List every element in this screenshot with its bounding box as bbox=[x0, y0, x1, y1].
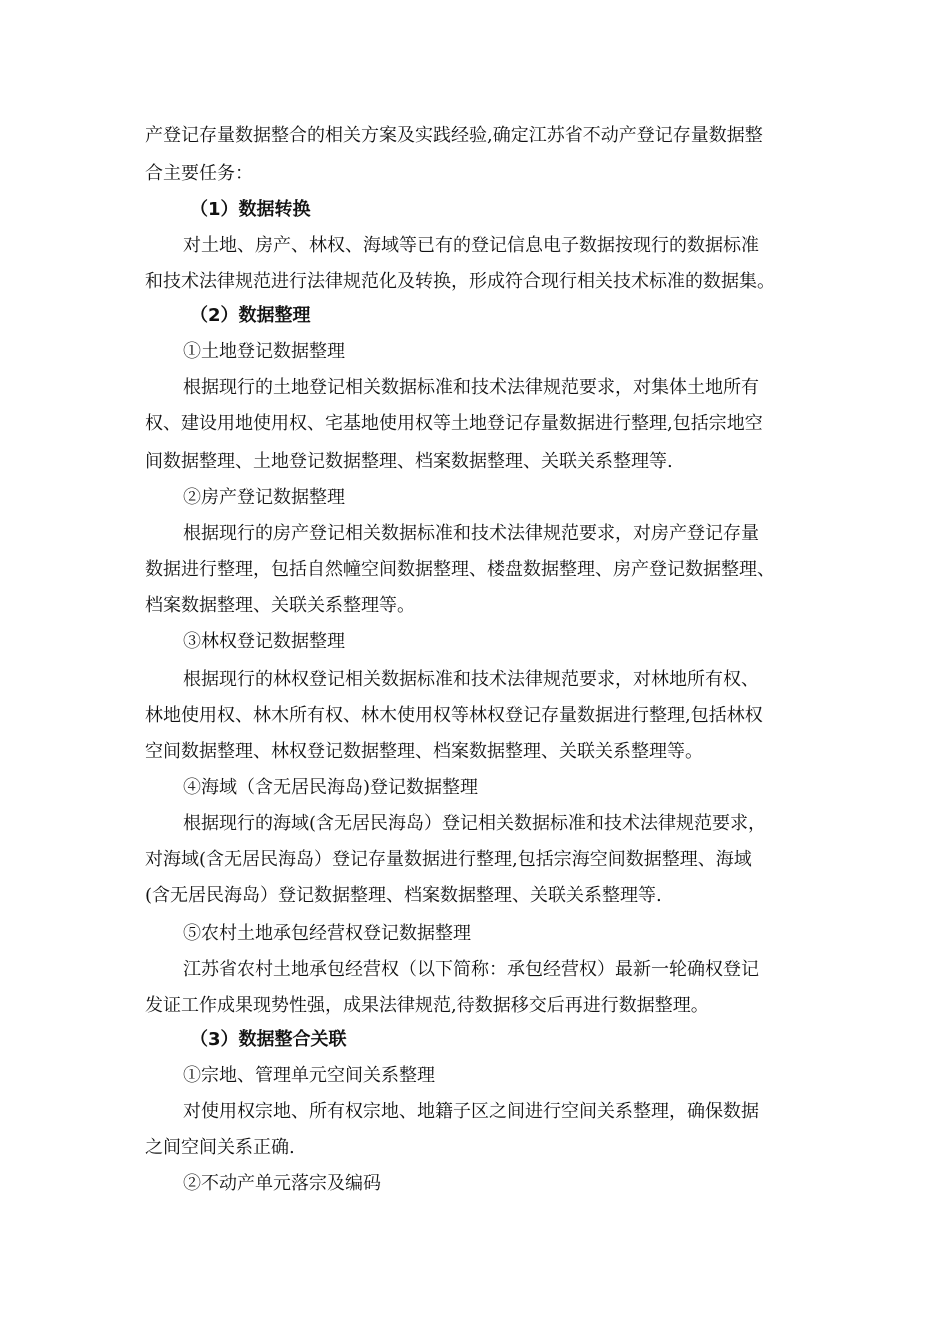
subheading-housing: ②房产登记数据整理 bbox=[183, 487, 345, 508]
body-text-line: 根据现行的林权登记相关数据标准和技术法律规范要求，对林地所有权、 bbox=[183, 669, 759, 690]
body-text-line: 之间空间关系正确. bbox=[145, 1137, 295, 1158]
body-text-line: 对海域(含无居民海岛）登记存量数据进行整理,包括宗海空间数据整理、海域 bbox=[145, 849, 752, 870]
body-text-line: 发证工作成果现势性强，成果法律规范,待数据移交后再进行数据整理。 bbox=[145, 995, 709, 1016]
body-text-line: 对土地、房产、林权、海域等已有的登记信息电子数据按现行的数据标准 bbox=[183, 235, 759, 256]
body-text-line: (含无居民海岛）登记数据整理、档案数据整理、关联关系整理等. bbox=[145, 885, 662, 906]
subheading-rural-contract: ⑤农村土地承包经营权登记数据整理 bbox=[183, 923, 471, 944]
body-text-line: 根据现行的土地登记相关数据标准和技术法律规范要求，对集体土地所有 bbox=[183, 377, 759, 398]
body-text-line: 权、建设用地使用权、宅基地使用权等土地登记存量数据进行整理,包括宗地空 bbox=[145, 413, 763, 434]
body-text-line: 空间数据整理、林权登记数据整理、档案数据整理、关联关系整理等。 bbox=[145, 741, 703, 762]
body-text-line: 根据现行的房产登记相关数据标准和技术法律规范要求，对房产登记存量 bbox=[183, 523, 759, 544]
body-text-line: 根据现行的海域(含无居民海岛）登记相关数据标准和技术法律规范要求， bbox=[183, 813, 767, 834]
body-text-line: 数据进行整理，包括自然幢空间数据整理、楼盘数据整理、房产登记数据整理、 bbox=[145, 559, 775, 580]
body-text-line: 林地使用权、林木所有权、林木使用权等林权登记存量数据进行整理,包括林权 bbox=[145, 705, 763, 726]
body-text-line: 间数据整理、土地登记数据整理、档案数据整理、关联关系整理等. bbox=[145, 451, 673, 472]
subheading-sea-area: ④海域（含无居民海岛)登记数据整理 bbox=[183, 777, 479, 798]
body-text-line: 产登记存量数据整合的相关方案及实践经验,确定江苏省不动产登记存量数据整 bbox=[145, 125, 763, 146]
body-text-line: 对使用权宗地、所有权宗地、地籍子区之间进行空间关系整理，确保数据 bbox=[183, 1101, 759, 1122]
section-heading-data-cleanup: （2）数据整理 bbox=[190, 305, 311, 326]
section-heading-data-integration: （3）数据整合关联 bbox=[190, 1029, 347, 1050]
subheading-parcel-relations: ①宗地、管理单元空间关系整理 bbox=[183, 1065, 435, 1086]
subheading-forest: ③林权登记数据整理 bbox=[183, 631, 345, 652]
body-text-line: 合主要任务： bbox=[145, 163, 253, 184]
subheading-land: ①土地登记数据整理 bbox=[183, 341, 345, 362]
section-heading-data-conversion: （1）数据转换 bbox=[190, 199, 311, 220]
body-text-line: 档案数据整理、关联关系整理等。 bbox=[145, 595, 415, 616]
subheading-unit-coding: ②不动产单元落宗及编码 bbox=[183, 1173, 381, 1194]
body-text-line: 江苏省农村土地承包经营权（以下简称：承包经营权）最新一轮确权登记 bbox=[183, 959, 759, 980]
body-text-line: 和技术法律规范进行法律规范化及转换，形成符合现行相关技术标准的数据集。 bbox=[145, 271, 775, 292]
